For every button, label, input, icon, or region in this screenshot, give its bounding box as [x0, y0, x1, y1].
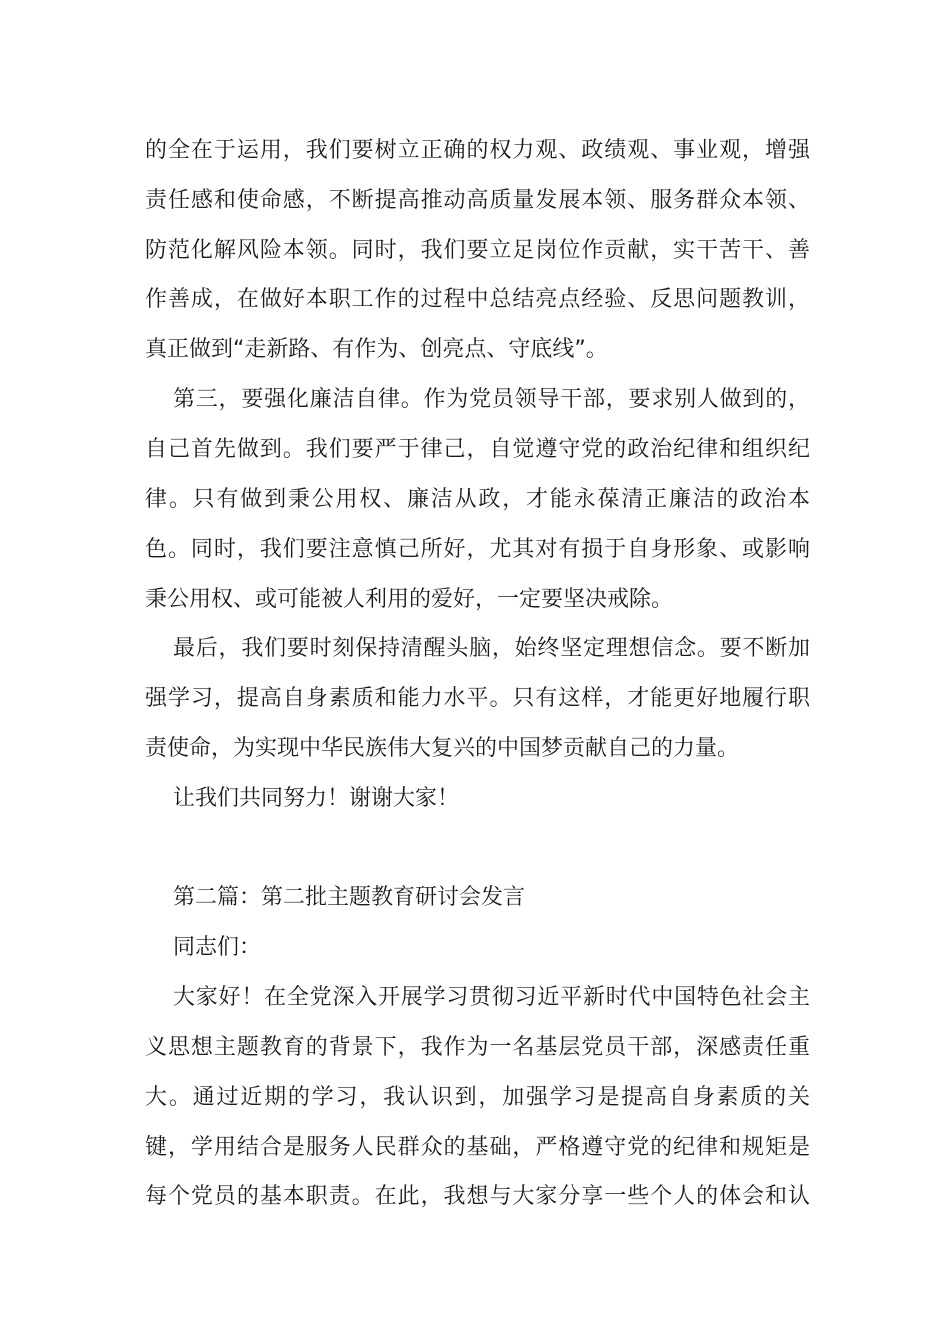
body-text-line: 每个党员的基本职责。在此，我想与大家分享一些个人的体会和认	[145, 1184, 810, 1209]
paragraph-first-line: 第三，要强化廉洁自律。作为党员领导干部，要求别人做到的，	[173, 387, 810, 412]
section-heading: 第二篇：第二批主题教育研讨会发言	[173, 885, 526, 910]
body-text-line: 防范化解风险本领。同时，我们要立足岗位作贡献，实干苦干、善	[145, 238, 810, 263]
body-text-line: 自己首先做到。我们要严于律己，自觉遵守党的政治纪律和组织纪	[145, 437, 810, 462]
body-text-line: 秉公用权、或可能被人利用的爱好，一定要坚决戒除。	[145, 587, 674, 612]
body-text-line: 真正做到“走新路、有作为、创亮点、守底线”。	[145, 337, 608, 362]
body-text-line: 作善成，在做好本职工作的过程中总结亮点经验、反思问题教训，	[145, 287, 810, 312]
body-text-line: 的全在于运用，我们要树立正确的权力观、政绩观、事业观，增强	[145, 138, 810, 163]
paragraph-first-line: 最后，我们要时刻保持清醒头脑，始终坚定理想信念。要不断加	[173, 636, 810, 661]
body-text-line: 义思想主题教育的背景下，我作为一名基层党员干部，深感责任重	[145, 1035, 810, 1060]
body-text-line: 责使命，为实现中华民族伟大复兴的中国梦贡献自己的力量。	[145, 736, 740, 761]
closing-line: 让我们共同努力！谢谢大家！	[173, 786, 460, 811]
body-text-line: 色。同时，我们要注意慎己所好，尤其对有损于自身形象、或影响	[145, 537, 810, 562]
salutation: 同志们：	[173, 935, 262, 960]
body-text-line: 大。通过近期的学习，我认识到，加强学习是提高自身素质的关	[145, 1085, 810, 1110]
body-text-line: 强学习，提高自身素质和能力水平。只有这样，才能更好地履行职	[145, 686, 810, 711]
paragraph-first-line: 大家好！在全党深入开展学习贯彻习近平新时代中国特色社会主	[173, 985, 810, 1010]
body-text-line: 键，学用结合是服务人民群众的基础，严格遵守党的纪律和规矩是	[145, 1135, 810, 1160]
body-text-line: 责任感和使命感，不断提高推动高质量发展本领、服务群众本领、	[145, 188, 810, 213]
body-text-line: 律。只有做到秉公用权、廉洁从政，才能永葆清正廉洁的政治本	[145, 487, 810, 512]
